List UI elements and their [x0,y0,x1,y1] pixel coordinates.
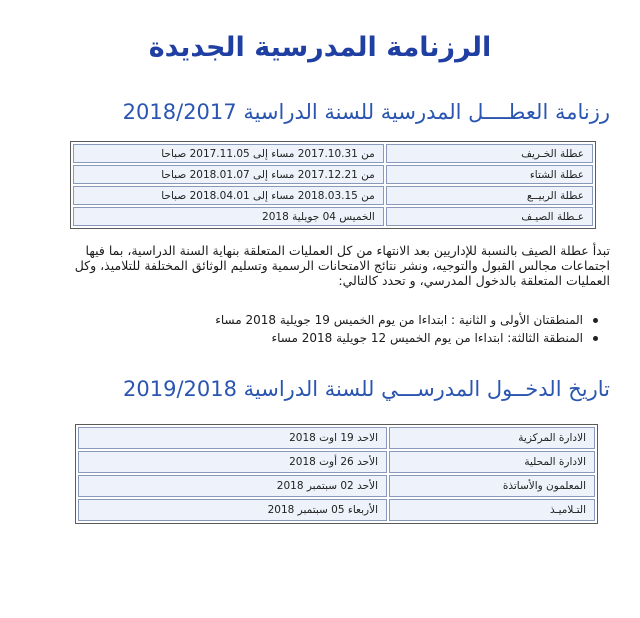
return-section-title: تاريخ الدخــول المدرســـي للسنة الدراسية 2019/2018 [123,377,610,401]
group-label: الادارة المحلية [389,451,595,473]
return-date: الأربعاء 05 سبتمبر 2018 [78,499,387,521]
table-row [78,499,595,521]
bullet-text: المنطقتان الأولى و الثانية : ابتداءا من يوم الخميس 19 جويلية 2018 مساء [215,313,583,327]
holiday-dates: من 2017.10.31 مساء إلى 2017.11.05 صباحا [73,144,384,163]
bullet-text: المنطقة الثالثة: ابتداءا من يوم الخميس 12 جويلية 2018 مساء [271,331,583,345]
holiday-label: عطلة الخـريف [386,144,593,163]
list-item [58,311,598,329]
group-label: الادارة المركزية [389,427,595,449]
holiday-label: عطلة الربيــع [386,186,593,205]
paragraph-line: اجتماعات مجالس القبول والتوجيه، ونشر نتائج الامتحانات الرسمية وتسليم الوثائق المختلفة للتلاميذ، وكل [74,258,610,273]
table-row [78,475,595,497]
holiday-label: عطلة الشتاء [386,165,593,184]
holidays-table [70,141,596,229]
summer-paragraph [40,243,610,288]
table-row [78,427,595,449]
table-row [73,207,593,226]
bullet-icon [593,318,598,323]
school-return-table [75,424,598,524]
table-row [73,165,593,184]
holiday-dates: الخميس 04 جويلية 2018 [73,207,384,226]
holiday-dates: من 2018.03.15 مساء إلى 2018.04.01 صباحا [73,186,384,205]
page-title: الرزنامة المدرسية الجديدة [148,32,492,63]
table-row [78,451,595,473]
list-item [58,329,598,347]
group-label: التـلاميـذ [389,499,595,521]
bullet-list [58,311,598,347]
paragraph-line: العمليات المتعلقة بالدخول المدرسي، و تحدد كالتالي: [338,273,610,288]
holidays-section-title: رزنامة العطــــل المدرسية للسنة الدراسية 2018/2017 [122,100,610,124]
paragraph-line: تبدأ عطلة الصيف بالنسبة للإداريين بعد الانتهاء من كل العمليات المتعلقة بنهاية السنة الدراسية، بما فيها [85,243,610,258]
holiday-dates: من 2017.12.21 مساء إلى 2018.01.07 صباحا [73,165,384,184]
table-row [73,144,593,163]
group-label: المعلمون والأساتذة [389,475,595,497]
return-date: الاحد 19 اوت 2018 [78,427,387,449]
return-date: الأحد 26 أوت 2018 [78,451,387,473]
holiday-label: عـطلة الصيـف [386,207,593,226]
return-date: الأحد 02 سبتمبر 2018 [78,475,387,497]
table-row [73,186,593,205]
bullet-icon [593,336,598,341]
